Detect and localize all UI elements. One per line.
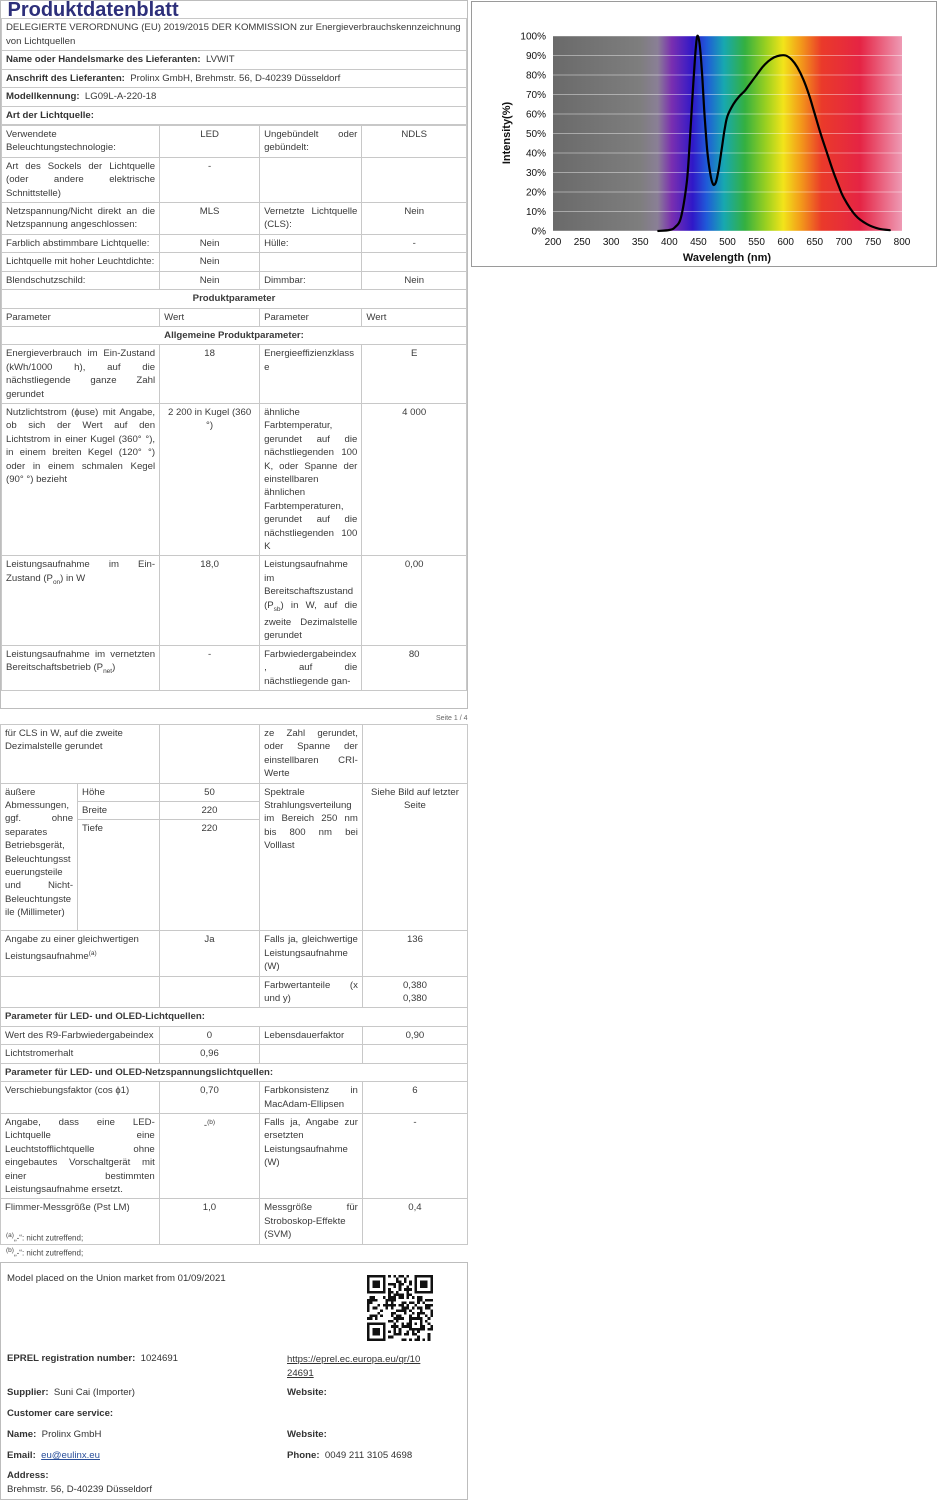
- cri-label: Farbwiedergabeindex, auf die nächstliegende gan-: [260, 645, 362, 690]
- data-point: [701, 71, 702, 72]
- data-point: [686, 182, 687, 183]
- x-tick-labels: [545, 237, 911, 248]
- y-tick-label: 80%: [525, 70, 546, 82]
- datasheet-page-1: [0, 0, 468, 709]
- data-point: [768, 61, 769, 62]
- lumen-maintenance-value: 0,96: [159, 1045, 259, 1063]
- spd-label: Spektrale Strahlungsverteilung im Bereich 250 nm bis 800 nm bei Volllast: [260, 783, 363, 931]
- flux-label: Nutzlichtstrom (ɸuse) mit Angabe, ob sich der Wert auf den Lichtstrom in einer Kugel (360° °), in einem breiten Kegel (120° °) oder in einem schmalen Kegel (90° °) bezieht: [2, 403, 160, 555]
- data-point: [697, 35, 698, 36]
- cct-value: 4 000: [362, 403, 467, 555]
- chroma-x: 0,380: [402, 979, 427, 991]
- data-point: [692, 94, 693, 95]
- standby-power-value: 0,00: [362, 556, 467, 645]
- data-point: [669, 229, 670, 230]
- flicker-value: 1,0: [159, 1199, 259, 1244]
- displacement-factor-label: Verschiebungsfaktor (cos ɸ1): [1, 1082, 160, 1114]
- header-table: [1, 1, 467, 125]
- x-axis-label: Wavelength (nm): [682, 252, 772, 264]
- spectrum-chart-svg: [472, 2, 936, 266]
- x-tick-label: 200: [544, 237, 562, 248]
- data-point: [867, 224, 868, 225]
- data-point: [814, 113, 815, 114]
- data-point: [785, 55, 786, 56]
- energy-label: Energieverbrauch im Ein-Zustand (kWh/1000 h), auf die nächstliegende ganze Zahl gerundet: [2, 345, 160, 404]
- care-phone-value: 0049 211 3105 4698: [324, 1450, 413, 1461]
- high-luminance-value: Nein: [160, 253, 260, 271]
- care-email-link[interactable]: eu@eulinx.eu: [41, 1450, 100, 1461]
- y-tick-label: 60%: [525, 109, 546, 121]
- data-point: [744, 90, 745, 91]
- data-point: [727, 115, 728, 116]
- envelope-label: Hülle:: [260, 234, 362, 252]
- data-point: [707, 149, 708, 150]
- focus-value: NDLS: [362, 126, 467, 158]
- tech-value: LED: [160, 126, 260, 158]
- energy-value: 18: [160, 345, 260, 404]
- care-name-value: Prolinx GmbH: [41, 1429, 102, 1440]
- data-point: [779, 55, 780, 56]
- care-phone-row: Phone: 0049 211 3105 4698: [287, 1450, 413, 1461]
- qr-code[interactable]: [367, 1275, 433, 1341]
- data-point: [797, 67, 798, 68]
- eprel-supplier-value: Suni Cai (Importer): [53, 1387, 135, 1398]
- focus-label: Ungebündelt oder gebündelt:: [260, 126, 362, 158]
- energy-class-label: Energieeffizienzklasse: [260, 345, 362, 404]
- eprel-reg-value: 1024691: [140, 1353, 178, 1364]
- footnote-b: $^{(b)}$„-“: nicht zutreffend;: [6, 1247, 84, 1258]
- params-table-cont: [0, 724, 468, 1245]
- depth-label: Tiefe: [78, 820, 160, 931]
- high-luminance-label: Lichtquelle mit hoher Leuchtdichte:: [2, 253, 160, 271]
- data-point: [803, 78, 804, 79]
- spd-value: Siehe Bild auf letzter Seite: [362, 783, 467, 931]
- standby-power-label: Leistungsaufnahme im Bereitschaftszustand $(P_{sb})$ in W, auf die zweite Dezimalstelle gerundet: [260, 556, 362, 645]
- x-tick-label: 600: [777, 237, 795, 248]
- supplier-website-label: Website:: [287, 1387, 327, 1398]
- color-tunable-value: Nein: [160, 234, 260, 252]
- data-point: [826, 150, 827, 151]
- replacement-label: Angabe, dass eine LED-Lichtquelle eine Leuchtstofflichtquelle ohne eingebautes Vorschaltgerät mit einer bestimmten Leistungsaufnahme ersetzt.: [1, 1113, 160, 1198]
- data-point: [689, 143, 690, 144]
- x-tick-label: 750: [864, 237, 882, 248]
- data-point: [657, 230, 658, 231]
- col-param-header: Parameter: [2, 308, 160, 326]
- power-on-value: 18,0: [160, 556, 260, 645]
- x-tick-label: 500: [719, 237, 736, 248]
- x-tick-label: 300: [602, 237, 620, 248]
- network-standby-label: Leistungsaufnahme im vernetzten Bereitschaftsbetrieb $(P_{net})$: [2, 645, 160, 690]
- col-param-header-2: Parameter: [260, 308, 362, 326]
- y-axis-label: Intensity(%): [501, 101, 513, 165]
- data-point: [733, 104, 734, 105]
- equivalent-power-value: Ja: [159, 931, 259, 976]
- replacement-watt-value: -: [362, 1113, 467, 1198]
- cct-label: ähnliche Farbtemperatur, gerundet auf die nächstliegenden 100 K, oder Spanne der einstellbaren ähnlichen Farbtemperaturen, gerundet auf die nächstliegenden 100 K: [260, 403, 362, 555]
- supplier-value: LVWIT: [205, 54, 235, 66]
- cls-label: Vernetzte Lichtquelle (CLS):: [260, 203, 362, 235]
- y-tick-label: 10%: [525, 207, 546, 218]
- eprel-section: [0, 1262, 468, 1500]
- x-tick-label: 550: [748, 237, 765, 248]
- color-tunable-label: Farblich abstimmbare Lichtquelle:: [2, 234, 160, 252]
- eprel-link[interactable]: https://eprel.ec.europa.eu/qr/10 24691: [287, 1354, 421, 1379]
- data-point: [718, 168, 719, 169]
- network-standby-label-cont: für CLS in W, auf die zweite Dezimalstelle gerundet: [1, 725, 160, 784]
- market-placement-text: Model placed on the Union market from 01/09/2021: [7, 1273, 226, 1284]
- displacement-factor-value: 0,70: [159, 1082, 259, 1114]
- footnote-a: $^{(a)}$„-“: nicht zutreffend;: [6, 1232, 84, 1243]
- cap-label: Art des Sockels der Lichtquelle (oder andere elektrische Schnittstelle): [2, 157, 160, 202]
- cri-value: 80: [362, 645, 467, 690]
- dimmable-value: Nein: [362, 271, 467, 289]
- data-point: [695, 51, 696, 52]
- y-tick-label: 70%: [525, 90, 546, 101]
- data-point: [890, 230, 891, 231]
- height-label: Höhe: [78, 783, 160, 801]
- data-point: [739, 96, 740, 97]
- col-value-header: Wert: [160, 308, 260, 326]
- col-value-header-2: Wert: [362, 308, 467, 326]
- y-tick-label: 20%: [525, 187, 546, 199]
- eprel-reg-row: EPREL registration number: 1024691: [7, 1353, 178, 1364]
- data-point: [832, 168, 833, 169]
- data-point: [680, 217, 681, 218]
- cri-label-cont: ze Zahl gerundet, oder Spanne der einstellbaren CRI-Werte: [260, 725, 363, 784]
- data-point: [762, 67, 763, 68]
- care-website-label: Website:: [287, 1429, 327, 1440]
- product-params-heading: Produktparameter: [2, 290, 467, 308]
- data-point: [756, 74, 757, 75]
- r9-label: Wert des R9-Farbwiedergabeindex: [1, 1026, 160, 1044]
- customer-care-heading: Customer care service:: [7, 1408, 114, 1419]
- data-point: [750, 82, 751, 83]
- power-on-label: Leistungsaufnahme im Ein-Zustand $(P_{on})$ in W: [2, 556, 160, 645]
- supplier-row: Name oder Handelsmarke des Lieferanten: LVWIT: [2, 51, 467, 69]
- data-point: [820, 133, 821, 134]
- light-source-type-heading: Art der Lichtquelle:: [2, 106, 467, 124]
- data-point: [878, 228, 879, 229]
- cap-value: -: [160, 157, 260, 202]
- spectrum-chart: [471, 1, 937, 267]
- x-tick-label: 250: [573, 237, 591, 248]
- light-source-table: [1, 125, 467, 691]
- address-value: Prolinx GmbH, Brehmstr. 56, D-40239 Düsseldorf: [130, 72, 341, 84]
- replacement-watt-label: Falls ja, Angabe zur ersetzten Leistungsaufnahme (W): [260, 1113, 363, 1198]
- data-point: [675, 227, 676, 228]
- y-tick-label: 100%: [520, 31, 546, 43]
- data-point: [724, 129, 725, 130]
- energy-class-value: E: [362, 345, 467, 404]
- survival-label: Lebensdauerfaktor: [260, 1026, 363, 1044]
- x-tick-label: 800: [893, 237, 911, 248]
- svm-label: Messgröße für Stroboskop-Effekte (SVM): [260, 1199, 363, 1244]
- y-tick-label: 0%: [531, 226, 546, 238]
- equivalent-watt-value: 136: [362, 931, 467, 976]
- chroma-y: 0,380: [402, 993, 427, 1005]
- y-tick-label: 40%: [525, 148, 546, 160]
- page-number: Seite 1 / 4: [436, 715, 468, 722]
- address-row: Anschrift des Lieferanten: Prolinx GmbH, Brehmstr. 56, D-40239 Düsseldorf: [2, 69, 467, 87]
- dimmable-label: Dimmbar:: [260, 271, 362, 289]
- height-value: 50: [159, 783, 259, 801]
- cls-value: Nein: [362, 203, 467, 235]
- y-tick-label: 90%: [525, 51, 546, 62]
- x-tick-label: 650: [806, 237, 824, 248]
- x-tick-label: 350: [631, 237, 649, 248]
- replacement-value: -$^{(b)}$: [159, 1113, 259, 1198]
- envelope-value: -: [362, 234, 467, 252]
- mains-params-heading: Parameter für LED- und OLED-Netzspannungslichtquellen:: [1, 1063, 468, 1081]
- data-point: [808, 94, 809, 95]
- width-value: 220: [159, 802, 259, 820]
- y-tick-label: 30%: [525, 168, 546, 179]
- flux-value: 2 200 in Kugel (360 °): [160, 403, 260, 555]
- data-point: [855, 215, 856, 216]
- regulation-text: DELEGIERTE VERORDNUNG (EU) 2019/2015 DER KOMMISSION zur Energieverbrauchskennzeichnung von Lichtquellen: [2, 19, 467, 51]
- data-point: [843, 197, 844, 198]
- svm-value: 0,4: [362, 1199, 467, 1244]
- data-point: [773, 57, 774, 58]
- mains-label: Netzspannung/Nicht direkt an die Netzspannung angeschlossen:: [2, 203, 160, 235]
- y-tick-label: 50%: [525, 129, 546, 140]
- x-tick-label: 700: [835, 237, 853, 248]
- flicker-label: Flimmer-Messgröße (Pst LM): [1, 1199, 160, 1244]
- mains-value: MLS: [160, 203, 260, 235]
- x-tick-label: 400: [660, 237, 678, 248]
- supplier-info-row: Supplier: Suni Cai (Importer): [7, 1387, 135, 1398]
- data-point: [721, 149, 722, 150]
- data-point: [704, 110, 705, 111]
- data-point: [837, 184, 838, 185]
- care-email-row: Email: eu@eulinx.eu: [7, 1450, 100, 1461]
- glare-value: Nein: [160, 271, 260, 289]
- data-point: [709, 172, 710, 173]
- chromaticity-label: Farbwertanteile (x und y): [260, 976, 363, 1008]
- model-row: Modellkennung: LG09L-A-220-18: [2, 88, 467, 106]
- equivalent-watt-label: Falls ja, gleichwertige Leistungsaufnahme (W): [260, 931, 363, 976]
- data-point: [791, 59, 792, 60]
- lumen-maintenance-label: Lichtstromerhalt: [1, 1045, 160, 1063]
- model-value: LG09L-A-220-18: [84, 91, 157, 103]
- tech-label: Verwendete Beleuchtungstechnologie:: [2, 126, 160, 158]
- general-params-heading: Allgemeine Produktparameter:: [2, 326, 467, 344]
- page-title: Produktdatenblatt: [7, 0, 179, 21]
- care-address-label: Address:: [7, 1470, 49, 1481]
- glare-label: Blendschutzschild:: [2, 271, 160, 289]
- macadam-value: 6: [362, 1082, 467, 1114]
- survival-value: 0,90: [362, 1026, 467, 1044]
- data-point: [699, 43, 700, 44]
- chromaticity-value: [362, 976, 467, 1008]
- care-name-row: Name: Prolinx GmbH: [7, 1429, 102, 1440]
- led-params-heading: Parameter für LED- und OLED-Lichtquellen:: [1, 1008, 468, 1026]
- x-tick-label: 450: [690, 237, 707, 248]
- y-tick-labels: [520, 32, 546, 238]
- macadam-label: Farbkonsistenz in MacAdam-Ellipsen: [260, 1082, 363, 1114]
- data-point: [712, 184, 713, 185]
- equivalent-power-label: Angabe zu einer gleichwertigen Leistungsaufnahme$^{(a)}$: [1, 931, 160, 976]
- r9-value: 0: [159, 1026, 259, 1044]
- depth-value: 220: [159, 820, 259, 931]
- dimensions-label: äußere Abmessungen, ggf. ohne separates Betriebsgerät, Beleuchtungssteuerungsteile und Nicht-Beleuchtungsteile (Millimeter): [1, 783, 78, 931]
- data-point: [715, 182, 716, 183]
- width-label: Breite: [78, 802, 160, 820]
- care-address-value: Brehmstr. 56, D-40239 Düsseldorf: [7, 1484, 153, 1495]
- network-standby-value: -: [160, 645, 260, 690]
